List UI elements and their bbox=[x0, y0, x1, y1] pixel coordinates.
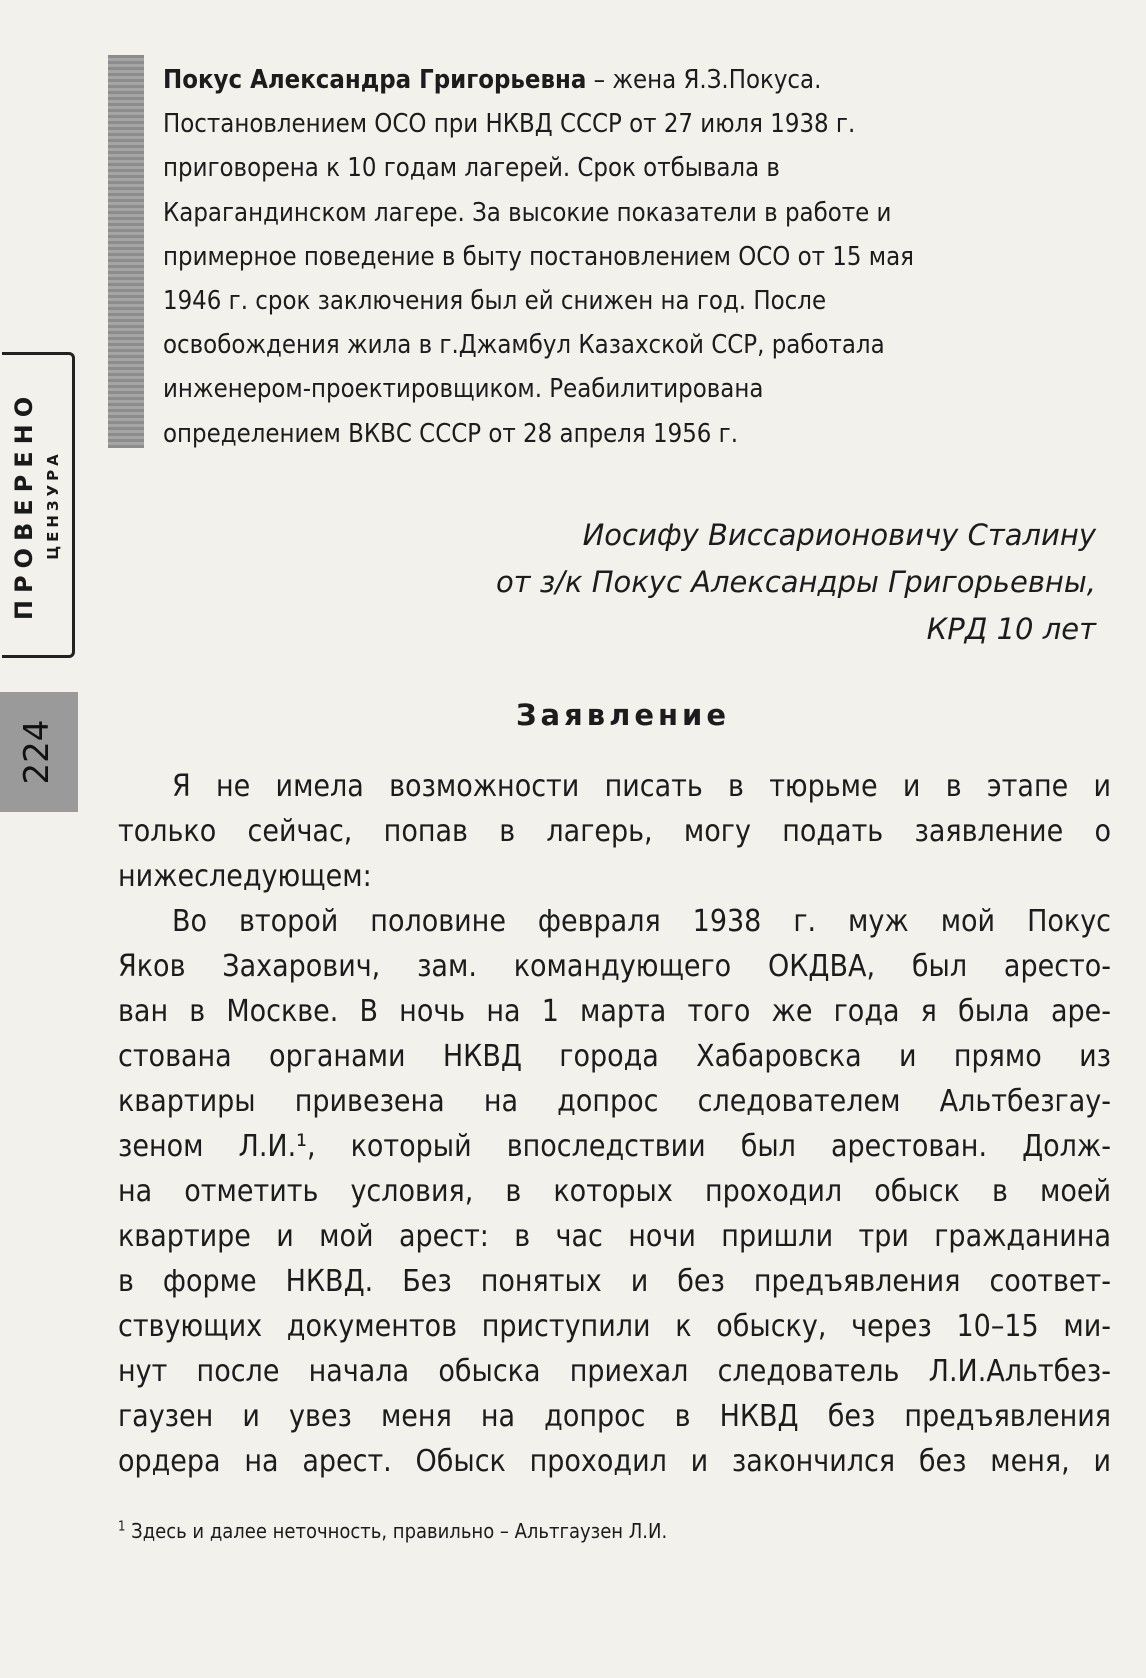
text-line: только сейчас, попав в лагерь, могу подать заявление о bbox=[118, 814, 1111, 849]
bio-line: 1946 г. срок заключения был ей снижен на год. После bbox=[163, 286, 827, 317]
paragraph-2 bbox=[118, 899, 1111, 1484]
footnote-text: Здесь и далее неточность, правильно – Альтгаузен Л.И. bbox=[125, 1519, 668, 1543]
addressee-block bbox=[496, 512, 1096, 653]
text-line: стована органами НКВД города Хабаровска и прямо из bbox=[118, 1039, 1111, 1074]
bio-line: Карагандинском лагере. За высокие показатели в работе и bbox=[163, 197, 892, 228]
bio-line: примерное поведение в быту постановлением ОСО от 15 мая bbox=[163, 241, 914, 272]
text-line: нут после начала обыска приехал следователь Л.И.Альтбез- bbox=[118, 1354, 1111, 1389]
stamp-text-svg bbox=[2, 355, 72, 655]
stamp-sub-text: ЦЕНЗУРА bbox=[44, 450, 62, 560]
text-line: Я не имела возможности писать в тюрьме и в этапе и bbox=[172, 769, 1111, 804]
addressee-line: Иосифу Виссарионовичу Сталину bbox=[582, 518, 1096, 552]
document-title: Заявление bbox=[515, 698, 731, 732]
bio-line: определением ВКВС СССР от 28 апреля 1956 г. bbox=[163, 418, 739, 449]
paragraph-1 bbox=[118, 764, 1111, 899]
bio-line: инженером-проектировщиком. Реабилитирована bbox=[163, 374, 764, 405]
text-line: ордера на арест. Обыск проходил и закончился без меня, и bbox=[118, 1444, 1111, 1479]
stamp-main-text: ПРОВЕРЕНО bbox=[10, 389, 38, 621]
bio-side-bar bbox=[108, 55, 144, 448]
addressee-line: от з/к Покус Александры Григорьевны, bbox=[495, 565, 1096, 599]
bio-line: Постановлением ОСО при НКВД СССР от 27 июля 1938 г. bbox=[163, 109, 856, 140]
bio-line: освобождения жила в г.Джамбул Казахской ССР, работала bbox=[163, 330, 885, 361]
letter-body bbox=[118, 764, 1111, 1484]
text-line: на отметить условия, в которых проходил обыск в моей bbox=[118, 1174, 1111, 1209]
text-line: в форме НКВД. Без понятых и без предъявления соответ- bbox=[118, 1264, 1111, 1299]
text-line: Во второй половине февраля 1938 г. муж мой Покус bbox=[172, 904, 1111, 939]
text-line: нижеследующем: bbox=[118, 859, 372, 894]
text-line: ван в Москве. В ночь на 1 марта того же года я была аре- bbox=[118, 994, 1111, 1029]
footnote bbox=[118, 1519, 667, 1543]
addressee-line: КРД 10 лет bbox=[926, 612, 1096, 646]
bio-name: Покус Александра Григорьевна bbox=[163, 65, 587, 95]
page-number: 224 bbox=[17, 719, 57, 785]
text-line: гаузен и увез меня на допрос в НКВД без предъявления bbox=[118, 1399, 1111, 1434]
bio-line: Покус Александра Григорьевна – жена Я.З.Покуса. bbox=[163, 65, 822, 95]
bio-line: приговорена к 10 годам лагерей. Срок отбывала в bbox=[163, 153, 780, 184]
text-line: Яков Захарович, зам. командующего ОКДВА, был аресто- bbox=[118, 949, 1111, 984]
censor-stamp bbox=[2, 352, 75, 658]
footnote-mark: 1 bbox=[118, 1519, 126, 1535]
text-line: ствующих документов приступили к обыску, через 10–15 ми- bbox=[118, 1309, 1111, 1344]
text-line: квартиры привезена на допрос следователем Альтбезгау- bbox=[118, 1084, 1111, 1119]
text-line: квартире и мой арест: в час ночи пришли три гражданина bbox=[118, 1219, 1111, 1254]
biographical-note bbox=[163, 58, 1113, 456]
text-line: зеном Л.И.¹, который впоследствии был арестован. Долж- bbox=[118, 1129, 1111, 1164]
